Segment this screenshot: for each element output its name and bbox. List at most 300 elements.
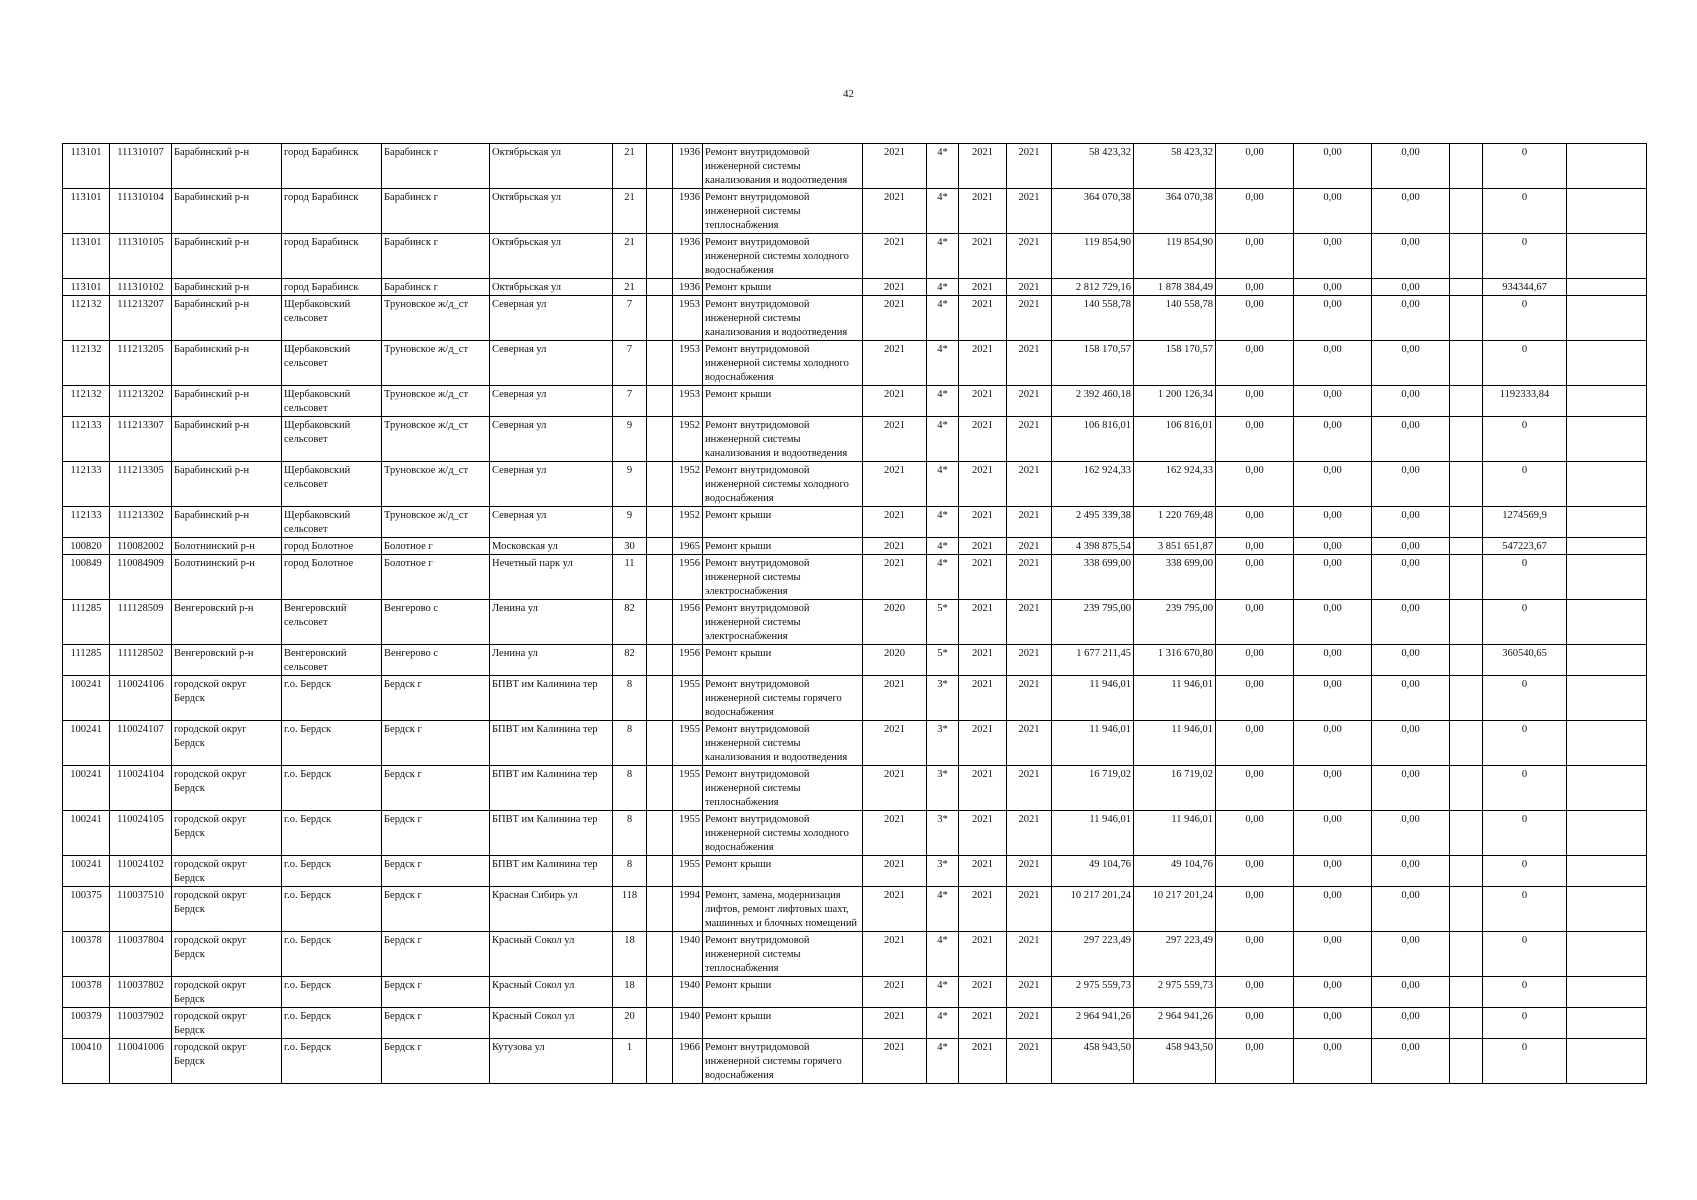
- cell-end-year: 2021: [1007, 417, 1052, 462]
- cell-house-number: 7: [613, 386, 647, 417]
- table-row: [63, 341, 1647, 386]
- cell-build-year: 1955: [673, 676, 703, 721]
- cell-house-number: 7: [613, 341, 647, 386]
- table-row: [63, 977, 1647, 1008]
- table-row: [63, 645, 1647, 676]
- cell-district: Венгеровский р-н: [172, 600, 282, 645]
- cell-end-year: 2021: [1007, 386, 1052, 417]
- cell-priority: 4*: [927, 538, 959, 555]
- cell-start-year: 2021: [959, 766, 1007, 811]
- cell-end-year: 2021: [1007, 507, 1052, 538]
- cell-build-year: 1956: [673, 555, 703, 600]
- cell-settlement: Бердск г: [382, 887, 490, 932]
- cell-work-type: Ремонт, замена, модернизация лифтов, ремонт лифтовых шахт, машинных и блочных помещений: [703, 887, 863, 932]
- cell-fund-cost: 162 924,33: [1134, 462, 1216, 507]
- cell-end-year: 2021: [1007, 279, 1052, 296]
- cell-build-year: 1955: [673, 856, 703, 887]
- cell-house-id: 113101: [63, 279, 110, 296]
- cell-building: [647, 296, 673, 341]
- cell-budget-federal: 0,00: [1216, 932, 1294, 977]
- cell-plan-year: 2021: [863, 1008, 927, 1039]
- cell-reserve: [1450, 887, 1483, 932]
- cell-build-year: 1936: [673, 144, 703, 189]
- cell-end-year: 2021: [1007, 1039, 1052, 1084]
- cell-fund-cost: 16 719,02: [1134, 766, 1216, 811]
- cell-fund-cost: 140 558,78: [1134, 296, 1216, 341]
- cell-priority: 4*: [927, 279, 959, 296]
- cell-note: [1567, 676, 1647, 721]
- cell-street: Кутузова ул: [490, 1039, 613, 1084]
- cell-work-type: Ремонт внутридомовой инженерной системы горячего водоснабжения: [703, 1039, 863, 1084]
- cell-total-cost: 1 677 211,45: [1052, 645, 1134, 676]
- cell-settlement: Болотное г: [382, 555, 490, 600]
- cell-street: Северная ул: [490, 417, 613, 462]
- cell-budget-regional: 0,00: [1294, 645, 1372, 676]
- cell-budget-federal: 0,00: [1216, 721, 1294, 766]
- cell-district: Барабинский р-н: [172, 341, 282, 386]
- cell-owner-funds: 0: [1483, 932, 1567, 977]
- cell-work-type: Ремонт внутридомовой инженерной системы теплоснабжения: [703, 766, 863, 811]
- cell-settlement: Труновское ж/д_ст: [382, 386, 490, 417]
- cell-total-cost: 2 495 339,38: [1052, 507, 1134, 538]
- cell-end-year: 2021: [1007, 676, 1052, 721]
- cell-budget-federal: 0,00: [1216, 386, 1294, 417]
- cell-street: Ленина ул: [490, 600, 613, 645]
- cell-house-id: 113101: [63, 234, 110, 279]
- cell-building: [647, 676, 673, 721]
- cell-building: [647, 279, 673, 296]
- cell-district: Барабинский р-н: [172, 462, 282, 507]
- cell-reserve: [1450, 856, 1483, 887]
- cell-note: [1567, 811, 1647, 856]
- cell-reserve: [1450, 234, 1483, 279]
- cell-total-cost: 16 719,02: [1052, 766, 1134, 811]
- cell-note: [1567, 341, 1647, 386]
- cell-reserve: [1450, 144, 1483, 189]
- cell-reserve: [1450, 977, 1483, 1008]
- cell-owner-funds: 1274569,9: [1483, 507, 1567, 538]
- cell-house-number: 82: [613, 600, 647, 645]
- cell-start-year: 2021: [959, 296, 1007, 341]
- cell-house-number: 82: [613, 645, 647, 676]
- cell-build-year: 1936: [673, 189, 703, 234]
- cell-building: [647, 189, 673, 234]
- cell-house-number: 9: [613, 417, 647, 462]
- cell-fund-cost: 338 699,00: [1134, 555, 1216, 600]
- cell-municipality: Щербаковский сельсовет: [282, 507, 382, 538]
- cell-fund-cost: 2 964 941,26: [1134, 1008, 1216, 1039]
- cell-end-year: 2021: [1007, 462, 1052, 507]
- cell-priority: 4*: [927, 189, 959, 234]
- cell-house-id: 100241: [63, 766, 110, 811]
- cell-budget-regional: 0,00: [1294, 386, 1372, 417]
- cell-note: [1567, 1039, 1647, 1084]
- cell-plan-year: 2021: [863, 555, 927, 600]
- cell-budget-federal: 0,00: [1216, 189, 1294, 234]
- cell-reserve: [1450, 676, 1483, 721]
- cell-work-type: Ремонт внутридомовой инженерной системы канализования и водоотведения: [703, 296, 863, 341]
- cell-note: [1567, 462, 1647, 507]
- cell-street: Красный Сокол ул: [490, 932, 613, 977]
- cell-work-type: Ремонт внутридомовой инженерной системы холодного водоснабжения: [703, 811, 863, 856]
- cell-end-year: 2021: [1007, 538, 1052, 555]
- cell-work-id: 110024106: [110, 676, 172, 721]
- cell-budget-local: 0,00: [1372, 555, 1450, 600]
- cell-end-year: 2021: [1007, 645, 1052, 676]
- cell-street: БПВТ им Калинина тер: [490, 721, 613, 766]
- cell-total-cost: 297 223,49: [1052, 932, 1134, 977]
- cell-budget-regional: 0,00: [1294, 811, 1372, 856]
- cell-start-year: 2021: [959, 234, 1007, 279]
- cell-street: Северная ул: [490, 507, 613, 538]
- cell-work-id: 111310102: [110, 279, 172, 296]
- cell-building: [647, 234, 673, 279]
- cell-note: [1567, 600, 1647, 645]
- cell-owner-funds: 547223,67: [1483, 538, 1567, 555]
- cell-end-year: 2021: [1007, 296, 1052, 341]
- cell-total-cost: 2 812 729,16: [1052, 279, 1134, 296]
- cell-budget-local: 0,00: [1372, 887, 1450, 932]
- cell-owner-funds: 0: [1483, 234, 1567, 279]
- cell-work-id: 111310107: [110, 144, 172, 189]
- cell-district: Болотнинский р-н: [172, 538, 282, 555]
- cell-start-year: 2021: [959, 189, 1007, 234]
- cell-reserve: [1450, 507, 1483, 538]
- cell-district: Барабинский р-н: [172, 386, 282, 417]
- cell-building: [647, 144, 673, 189]
- cell-work-id: 111213307: [110, 417, 172, 462]
- cell-reserve: [1450, 279, 1483, 296]
- cell-plan-year: 2021: [863, 234, 927, 279]
- cell-budget-federal: 0,00: [1216, 1039, 1294, 1084]
- cell-settlement: Бердск г: [382, 721, 490, 766]
- cell-build-year: 1952: [673, 417, 703, 462]
- cell-reserve: [1450, 811, 1483, 856]
- cell-build-year: 1952: [673, 462, 703, 507]
- cell-end-year: 2021: [1007, 555, 1052, 600]
- table-row: [63, 600, 1647, 645]
- cell-plan-year: 2021: [863, 977, 927, 1008]
- cell-building: [647, 932, 673, 977]
- cell-street: БПВТ им Калинина тер: [490, 766, 613, 811]
- cell-plan-year: 2021: [863, 507, 927, 538]
- cell-work-type: Ремонт внутридомовой инженерной системы канализования и водоотведения: [703, 417, 863, 462]
- cell-house-number: 8: [613, 676, 647, 721]
- cell-build-year: 1955: [673, 721, 703, 766]
- cell-total-cost: 2 975 559,73: [1052, 977, 1134, 1008]
- cell-district: Барабинский р-н: [172, 234, 282, 279]
- cell-work-type: Ремонт крыши: [703, 279, 863, 296]
- cell-budget-federal: 0,00: [1216, 507, 1294, 538]
- cell-building: [647, 538, 673, 555]
- cell-reserve: [1450, 645, 1483, 676]
- cell-build-year: 1936: [673, 279, 703, 296]
- cell-district: Венгеровский р-н: [172, 645, 282, 676]
- cell-end-year: 2021: [1007, 341, 1052, 386]
- cell-budget-regional: 0,00: [1294, 296, 1372, 341]
- cell-district: городской округ Бердск: [172, 1039, 282, 1084]
- cell-owner-funds: 0: [1483, 1008, 1567, 1039]
- cell-priority: 4*: [927, 417, 959, 462]
- cell-owner-funds: 0: [1483, 856, 1567, 887]
- cell-work-type: Ремонт крыши: [703, 1008, 863, 1039]
- cell-municipality: г.о. Бердск: [282, 676, 382, 721]
- cell-building: [647, 977, 673, 1008]
- cell-end-year: 2021: [1007, 977, 1052, 1008]
- cell-work-type: Ремонт внутридомовой инженерной системы теплоснабжения: [703, 932, 863, 977]
- table-row: [63, 676, 1647, 721]
- cell-start-year: 2021: [959, 676, 1007, 721]
- cell-building: [647, 721, 673, 766]
- cell-build-year: 1966: [673, 1039, 703, 1084]
- cell-priority: 5*: [927, 645, 959, 676]
- cell-end-year: 2021: [1007, 234, 1052, 279]
- cell-house-number: 9: [613, 462, 647, 507]
- cell-budget-federal: 0,00: [1216, 977, 1294, 1008]
- cell-total-cost: 162 924,33: [1052, 462, 1134, 507]
- cell-municipality: город Барабинск: [282, 189, 382, 234]
- cell-building: [647, 887, 673, 932]
- cell-house-id: 100410: [63, 1039, 110, 1084]
- cell-work-type: Ремонт крыши: [703, 977, 863, 1008]
- cell-owner-funds: 1192333,84: [1483, 386, 1567, 417]
- cell-work-type: Ремонт внутридомовой инженерной системы теплоснабжения: [703, 189, 863, 234]
- cell-work-id: 110037902: [110, 1008, 172, 1039]
- cell-house-number: 18: [613, 932, 647, 977]
- cell-budget-regional: 0,00: [1294, 1039, 1372, 1084]
- cell-municipality: г.о. Бердск: [282, 887, 382, 932]
- cell-house-number: 11: [613, 555, 647, 600]
- cell-note: [1567, 721, 1647, 766]
- cell-work-id: 110084909: [110, 555, 172, 600]
- cell-start-year: 2021: [959, 856, 1007, 887]
- cell-house-id: 112132: [63, 296, 110, 341]
- cell-priority: 3*: [927, 856, 959, 887]
- cell-reserve: [1450, 766, 1483, 811]
- cell-house-id: 100378: [63, 977, 110, 1008]
- cell-build-year: 1936: [673, 234, 703, 279]
- cell-settlement: Бердск г: [382, 1008, 490, 1039]
- cell-work-type: Ремонт внутридомовой инженерной системы электроснабжения: [703, 555, 863, 600]
- cell-priority: 4*: [927, 234, 959, 279]
- cell-total-cost: 106 816,01: [1052, 417, 1134, 462]
- cell-work-type: Ремонт внутридомовой инженерной системы канализования и водоотведения: [703, 721, 863, 766]
- cell-budget-federal: 0,00: [1216, 144, 1294, 189]
- table-row: [63, 279, 1647, 296]
- cell-fund-cost: 297 223,49: [1134, 932, 1216, 977]
- cell-note: [1567, 189, 1647, 234]
- table-row: [63, 189, 1647, 234]
- cell-owner-funds: 0: [1483, 811, 1567, 856]
- cell-work-id: 111213302: [110, 507, 172, 538]
- cell-total-cost: 11 946,01: [1052, 721, 1134, 766]
- cell-budget-regional: 0,00: [1294, 887, 1372, 932]
- cell-owner-funds: 0: [1483, 1039, 1567, 1084]
- cell-plan-year: 2021: [863, 386, 927, 417]
- cell-municipality: Щербаковский сельсовет: [282, 386, 382, 417]
- cell-district: Барабинский р-н: [172, 296, 282, 341]
- cell-district: Барабинский р-н: [172, 417, 282, 462]
- table-row: [63, 887, 1647, 932]
- cell-settlement: Барабинск г: [382, 189, 490, 234]
- cell-municipality: Венгеровский сельсовет: [282, 645, 382, 676]
- cell-start-year: 2021: [959, 507, 1007, 538]
- cell-house-number: 21: [613, 279, 647, 296]
- cell-house-number: 21: [613, 234, 647, 279]
- cell-building: [647, 645, 673, 676]
- cell-work-id: 110024104: [110, 766, 172, 811]
- cell-municipality: г.о. Бердск: [282, 1008, 382, 1039]
- cell-build-year: 1940: [673, 1008, 703, 1039]
- cell-total-cost: 11 946,01: [1052, 811, 1134, 856]
- cell-fund-cost: 458 943,50: [1134, 1039, 1216, 1084]
- cell-budget-regional: 0,00: [1294, 234, 1372, 279]
- cell-house-id: 112133: [63, 417, 110, 462]
- cell-budget-federal: 0,00: [1216, 341, 1294, 386]
- cell-budget-regional: 0,00: [1294, 676, 1372, 721]
- cell-total-cost: 458 943,50: [1052, 1039, 1134, 1084]
- cell-municipality: Щербаковский сельсовет: [282, 296, 382, 341]
- cell-priority: 4*: [927, 144, 959, 189]
- table-row: [63, 144, 1647, 189]
- cell-total-cost: 11 946,01: [1052, 676, 1134, 721]
- cell-street: Октябрьская ул: [490, 189, 613, 234]
- cell-start-year: 2021: [959, 600, 1007, 645]
- cell-district: городской округ Бердск: [172, 856, 282, 887]
- cell-start-year: 2021: [959, 932, 1007, 977]
- cell-budget-local: 0,00: [1372, 234, 1450, 279]
- cell-work-id: 111128509: [110, 600, 172, 645]
- cell-budget-regional: 0,00: [1294, 279, 1372, 296]
- table-row: [63, 1039, 1647, 1084]
- cell-settlement: Венгерово с: [382, 600, 490, 645]
- cell-work-id: 111128502: [110, 645, 172, 676]
- cell-budget-local: 0,00: [1372, 144, 1450, 189]
- cell-building: [647, 766, 673, 811]
- cell-owner-funds: 0: [1483, 341, 1567, 386]
- cell-work-id: 110037804: [110, 932, 172, 977]
- cell-budget-local: 0,00: [1372, 507, 1450, 538]
- cell-budget-federal: 0,00: [1216, 296, 1294, 341]
- cell-street: Северная ул: [490, 386, 613, 417]
- cell-plan-year: 2020: [863, 600, 927, 645]
- cell-district: городской округ Бердск: [172, 811, 282, 856]
- cell-fund-cost: 1 220 769,48: [1134, 507, 1216, 538]
- cell-end-year: 2021: [1007, 932, 1052, 977]
- cell-start-year: 2021: [959, 279, 1007, 296]
- cell-house-id: 111285: [63, 645, 110, 676]
- cell-fund-cost: 2 975 559,73: [1134, 977, 1216, 1008]
- cell-total-cost: 2 392 460,18: [1052, 386, 1134, 417]
- cell-priority: 4*: [927, 296, 959, 341]
- cell-house-number: 8: [613, 721, 647, 766]
- cell-municipality: город Барабинск: [282, 144, 382, 189]
- cell-work-id: 111213202: [110, 386, 172, 417]
- cell-priority: 4*: [927, 462, 959, 507]
- cell-total-cost: 364 070,38: [1052, 189, 1134, 234]
- table-row: [63, 296, 1647, 341]
- cell-reserve: [1450, 189, 1483, 234]
- cell-settlement: Барабинск г: [382, 234, 490, 279]
- cell-note: [1567, 645, 1647, 676]
- cell-priority: 4*: [927, 555, 959, 600]
- cell-budget-local: 0,00: [1372, 856, 1450, 887]
- cell-owner-funds: 0: [1483, 417, 1567, 462]
- cell-fund-cost: 11 946,01: [1134, 811, 1216, 856]
- cell-start-year: 2021: [959, 462, 1007, 507]
- cell-house-id: 100378: [63, 932, 110, 977]
- cell-total-cost: 119 854,90: [1052, 234, 1134, 279]
- cell-work-id: 111213207: [110, 296, 172, 341]
- cell-settlement: Бердск г: [382, 977, 490, 1008]
- cell-municipality: город Барабинск: [282, 279, 382, 296]
- cell-note: [1567, 386, 1647, 417]
- cell-reserve: [1450, 417, 1483, 462]
- cell-total-cost: 338 699,00: [1052, 555, 1134, 600]
- cell-budget-local: 0,00: [1372, 600, 1450, 645]
- cell-building: [647, 507, 673, 538]
- cell-work-id: 110024105: [110, 811, 172, 856]
- cell-priority: 4*: [927, 386, 959, 417]
- cell-budget-federal: 0,00: [1216, 462, 1294, 507]
- cell-municipality: Щербаковский сельсовет: [282, 462, 382, 507]
- cell-district: городской округ Бердск: [172, 721, 282, 766]
- cell-house-number: 8: [613, 766, 647, 811]
- cell-build-year: 1953: [673, 341, 703, 386]
- cell-work-type: Ремонт крыши: [703, 538, 863, 555]
- cell-end-year: 2021: [1007, 811, 1052, 856]
- cell-budget-federal: 0,00: [1216, 887, 1294, 932]
- cell-work-id: 110041006: [110, 1039, 172, 1084]
- cell-municipality: Щербаковский сельсовет: [282, 417, 382, 462]
- cell-settlement: Венгерово с: [382, 645, 490, 676]
- cell-budget-local: 0,00: [1372, 538, 1450, 555]
- cell-building: [647, 1008, 673, 1039]
- cell-settlement: Бердск г: [382, 856, 490, 887]
- cell-district: городской округ Бердск: [172, 1008, 282, 1039]
- cell-build-year: 1955: [673, 811, 703, 856]
- cell-budget-regional: 0,00: [1294, 507, 1372, 538]
- cell-fund-cost: 58 423,32: [1134, 144, 1216, 189]
- cell-house-id: 113101: [63, 189, 110, 234]
- cell-district: городской округ Бердск: [172, 676, 282, 721]
- cell-street: Северная ул: [490, 296, 613, 341]
- cell-district: городской округ Бердск: [172, 887, 282, 932]
- cell-plan-year: 2021: [863, 296, 927, 341]
- cell-start-year: 2021: [959, 417, 1007, 462]
- cell-build-year: 1965: [673, 538, 703, 555]
- cell-owner-funds: 0: [1483, 189, 1567, 234]
- cell-budget-regional: 0,00: [1294, 932, 1372, 977]
- cell-house-id: 112133: [63, 507, 110, 538]
- cell-house-number: 21: [613, 144, 647, 189]
- cell-municipality: г.о. Бердск: [282, 932, 382, 977]
- cell-budget-local: 0,00: [1372, 341, 1450, 386]
- table-row: [63, 555, 1647, 600]
- cell-municipality: Щербаковский сельсовет: [282, 341, 382, 386]
- cell-street: Октябрьская ул: [490, 144, 613, 189]
- cell-municipality: г.о. Бердск: [282, 766, 382, 811]
- cell-house-id: 112132: [63, 341, 110, 386]
- cell-reserve: [1450, 296, 1483, 341]
- cell-total-cost: 4 398 875,54: [1052, 538, 1134, 555]
- cell-plan-year: 2021: [863, 856, 927, 887]
- cell-reserve: [1450, 1039, 1483, 1084]
- cell-budget-local: 0,00: [1372, 462, 1450, 507]
- cell-settlement: Труновское ж/д_ст: [382, 507, 490, 538]
- cell-note: [1567, 507, 1647, 538]
- cell-end-year: 2021: [1007, 887, 1052, 932]
